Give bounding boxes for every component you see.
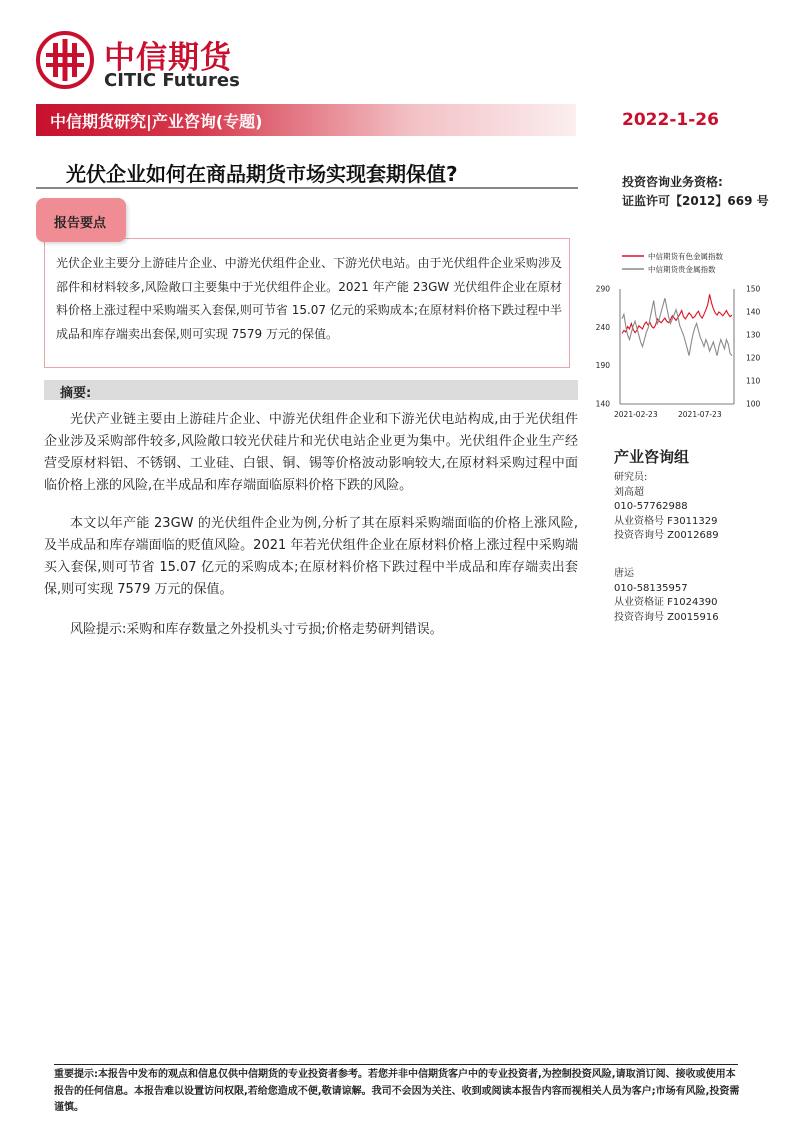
disclaimer-text: 重要提示:本报告中发布的观点和信息仅供中信期货的专业投资者参考。若您并非中信期货客户中的专业投资者,为控制投资风险,请取消订阅、接收或使用本报告的任何信息。本报告难以设置访问权限,若给您造成不便,敬请谅解。我司不会因为关注、收到或阅读本报告内容而视相关人员为客户;市场有风险,投资需谨慎。 bbox=[54, 1069, 740, 1113]
summary-paragraph-3: 风险提示:采购和库存数量之外投机头寸亏损;价格走势研判错误。 bbox=[70, 622, 443, 637]
footer-divider bbox=[54, 1064, 738, 1065]
summary-paragraph-1: 光伏产业链主要由上游硅片企业、中游光伏组件企业和下游光伏电站构成,由于光伏组件企业涉及采购部件较多,风险敞口较光伏硅片和光伏电站企业更为集中。光伏组件企业生产经营受原材料铝、不锈钢、工业硅、白银、铜、锡等价格波动影响较大,在原材料采购过程中面临价格上涨的风险,在半成品和库存端面临原料价格下跌的风险。 bbox=[44, 412, 578, 493]
summary-paragraph-2: 本文以年产能 23GW 的光伏组件企业为例,分析了其在原料采购端面临的价格上涨风险,及半成品和库存端面临的贬值风险。2021 年若光伏组件企业在原材料价格上涨过程中采购端买入套保,则可节省 15.07 亿元的采购成本;在原材料价格下跌过程中半成品和库存端卖出套保,则可实现 7579 万元的保值。 bbox=[44, 516, 578, 597]
analyst-1-phone: 010-57762988 bbox=[614, 501, 688, 512]
legend-label-1: 中信期货有色金属指数 bbox=[648, 252, 723, 261]
analyst-2-advisor: 投资咨询号 Z0015916 bbox=[614, 611, 719, 623]
analyst-1-cert: 从业资格号 F3011329 bbox=[614, 515, 718, 527]
key-points-label: 报告要点 bbox=[54, 216, 107, 231]
x-tick-label: 2021-07-23 bbox=[678, 410, 722, 419]
license-number: 证监许可【2012】669 号 bbox=[622, 194, 769, 208]
left-tick-label: 140 bbox=[595, 399, 610, 409]
right-tick-label: 100 bbox=[746, 399, 761, 409]
x-tick-label: 2021-02-23 bbox=[614, 410, 658, 419]
right-tick-label: 110 bbox=[746, 376, 761, 386]
analyst-2-cert: 从业资格证 F1024390 bbox=[614, 597, 718, 608]
right-tick-label: 130 bbox=[746, 330, 761, 340]
brand-name-cn: 中信期货 bbox=[104, 40, 232, 76]
left-tick-label: 290 bbox=[595, 284, 610, 294]
citic-logo-icon bbox=[36, 31, 94, 89]
license-label: 投资咨询业务资格: bbox=[622, 175, 723, 189]
right-tick-label: 120 bbox=[746, 353, 761, 363]
right-tick-label: 150 bbox=[746, 284, 761, 294]
report-title: 光伏企业如何在商品期货市场实现套期保值? bbox=[66, 162, 458, 186]
summary-bar bbox=[44, 380, 578, 400]
title-divider bbox=[36, 187, 578, 189]
metals-index-chart bbox=[586, 246, 766, 426]
analysts-label: 研究员: bbox=[614, 472, 648, 483]
key-points-text: 光伏企业主要分上游硅片企业、中游光伏组件企业、下游光伏电站。由于光伏组件企业采购涉及部件和材料较多,风险敞口主要集中于光伏组件企业。2021 年产能 23GW 光伏组件企业在原材料价格上涨过程中采购端买入套保,则可节省 15.07 亿元的采购成本;在原材料价格下跌过程中半成品和库存端卖出套保,则可实现 7579 万元的保值。 bbox=[56, 256, 562, 341]
report-date: 2022-1-26 bbox=[622, 110, 719, 130]
report-category: 中信期货研究|产业咨询(专题) bbox=[50, 112, 263, 131]
team-title: 产业咨询组 bbox=[614, 448, 690, 466]
analyst-2-name: 唐运 bbox=[614, 568, 634, 579]
left-tick-label: 190 bbox=[595, 361, 610, 371]
analyst-1-name: 刘高超 bbox=[614, 486, 644, 498]
summary-label: 摘要: bbox=[60, 386, 92, 401]
right-tick-label: 140 bbox=[746, 307, 761, 317]
analyst-2-phone: 010-58135957 bbox=[614, 582, 688, 594]
brand-name-en: CITIC Futures bbox=[104, 70, 240, 91]
legend-label-2: 中信期货贵金属指数 bbox=[648, 265, 716, 274]
analyst-1-advisor: 投资咨询号 Z0012689 bbox=[614, 530, 719, 541]
left-tick-label: 240 bbox=[595, 322, 610, 332]
